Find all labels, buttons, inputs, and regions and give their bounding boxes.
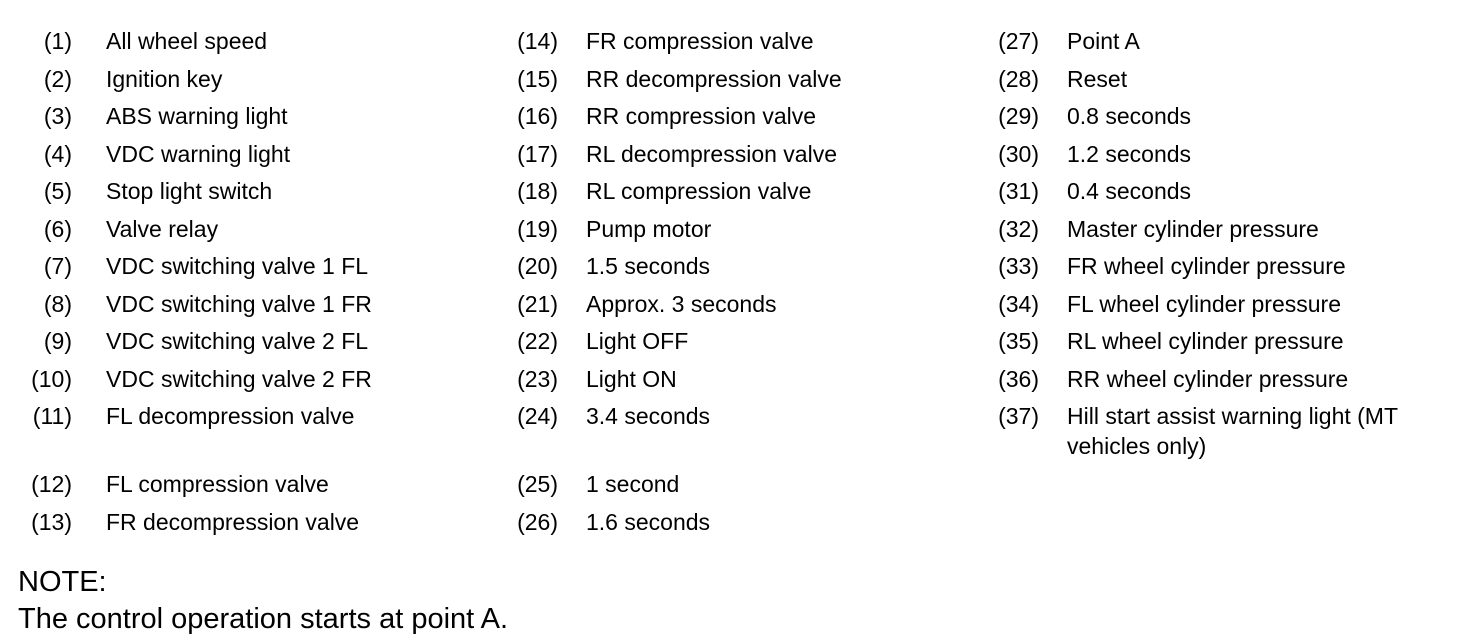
legend-number: (22) [517,328,558,354]
legend-number: (12) [31,471,72,497]
legend-item [0,326,1472,364]
legend-number: (25) [517,471,558,497]
legend-label: Pump motor [586,216,712,242]
legend-number: (31) [998,178,1039,204]
legend-label: 1.2 seconds [1067,141,1192,167]
legend-number: (26) [517,509,558,535]
note-text: The control operation starts at point A. [18,603,509,635]
legend-number: (3) [43,103,72,129]
legend-number: (14) [517,28,558,54]
legend-label: Hill start assist warning light (MT vehicles only) [1067,403,1398,459]
legend-label: 1 second [586,471,680,497]
legend-label: 1.6 seconds [586,509,711,535]
legend-number: (8) [43,291,72,317]
legend-label: 3.4 seconds [586,403,711,429]
legend-number: (36) [998,366,1039,392]
legend-item [0,507,1472,545]
legend-item [0,469,1472,507]
legend-number: (4) [43,141,72,167]
legend-label: Ignition key [106,66,223,92]
legend-number: (35) [998,328,1039,354]
legend-number: (5) [43,178,72,204]
legend-label: VDC switching valve 2 FL [106,328,369,354]
legend-label: FR compression valve [586,28,814,54]
legend-item [0,401,1472,471]
legend-number: (30) [998,141,1039,167]
legend-number: (10) [31,366,72,392]
legend-number: (33) [998,253,1039,279]
legend-number: (13) [31,509,72,535]
legend-number: (21) [517,291,558,317]
legend-number: (18) [517,178,558,204]
legend-number: (34) [998,291,1039,317]
legend-label: VDC switching valve 1 FL [106,253,369,279]
legend-label: Stop light switch [106,178,273,204]
legend-item [0,214,1472,252]
legend-number: (16) [517,103,558,129]
note-heading: NOTE: [18,566,107,598]
legend-label: RR compression valve [586,103,817,129]
legend-item [0,251,1472,289]
legend-label: FL decompression valve [106,403,355,429]
legend-number: (6) [43,216,72,242]
legend-label: VDC switching valve 1 FR [106,291,372,317]
legend-label: Approx. 3 seconds [586,291,777,317]
legend-item [0,101,1472,139]
legend-label: Light OFF [586,328,689,354]
legend-number: (29) [998,103,1039,129]
legend-number: (23) [517,366,558,392]
legend-item [0,176,1472,214]
legend-number: (9) [43,328,72,354]
legend-label: 1.5 seconds [586,253,711,279]
legend-number: (27) [998,28,1039,54]
legend-number: (32) [998,216,1039,242]
legend-label: Light ON [586,366,677,392]
legend-label: 0.4 seconds [1067,178,1192,204]
legend-label: FR wheel cylinder pressure [1067,253,1346,279]
legend-label: Master cylinder pressure [1067,216,1319,242]
legend-label: Reset [1067,66,1128,92]
legend-label: RR wheel cylinder pressure [1067,366,1349,392]
legend-item [0,139,1472,177]
legend-number: (28) [998,66,1039,92]
legend-label: RR decompression valve [586,66,842,92]
legend-label: FL wheel cylinder pressure [1067,291,1341,317]
legend-label: RL compression valve [586,178,812,204]
legend-label: Valve relay [106,216,219,242]
legend-label: FL compression valve [106,471,329,497]
legend-label: VDC warning light [106,141,291,167]
legend-label: RL decompression valve [586,141,837,167]
legend-label: VDC switching valve 2 FR [106,366,372,392]
legend-number: (7) [43,253,72,279]
legend-label: All wheel speed [106,28,268,54]
legend-number: (24) [517,403,558,429]
legend-number: (15) [517,66,558,92]
legend-label: FR decompression valve [106,509,360,535]
legend-item [0,364,1472,402]
legend-number: (1) [43,28,72,54]
legend-label: ABS warning light [106,103,288,129]
legend-item [0,64,1472,102]
legend-number: (37) [998,403,1039,429]
legend-number: (17) [517,141,558,167]
legend-number: (20) [517,253,558,279]
legend-label: RL wheel cylinder pressure [1067,328,1344,354]
legend-label: 0.8 seconds [1067,103,1192,129]
legend-number: (11) [32,403,72,429]
legend-item [0,26,1472,64]
legend-item [0,289,1472,327]
legend-label: Point A [1067,28,1140,54]
legend-number: (19) [517,216,558,242]
legend-number: (2) [43,66,72,92]
